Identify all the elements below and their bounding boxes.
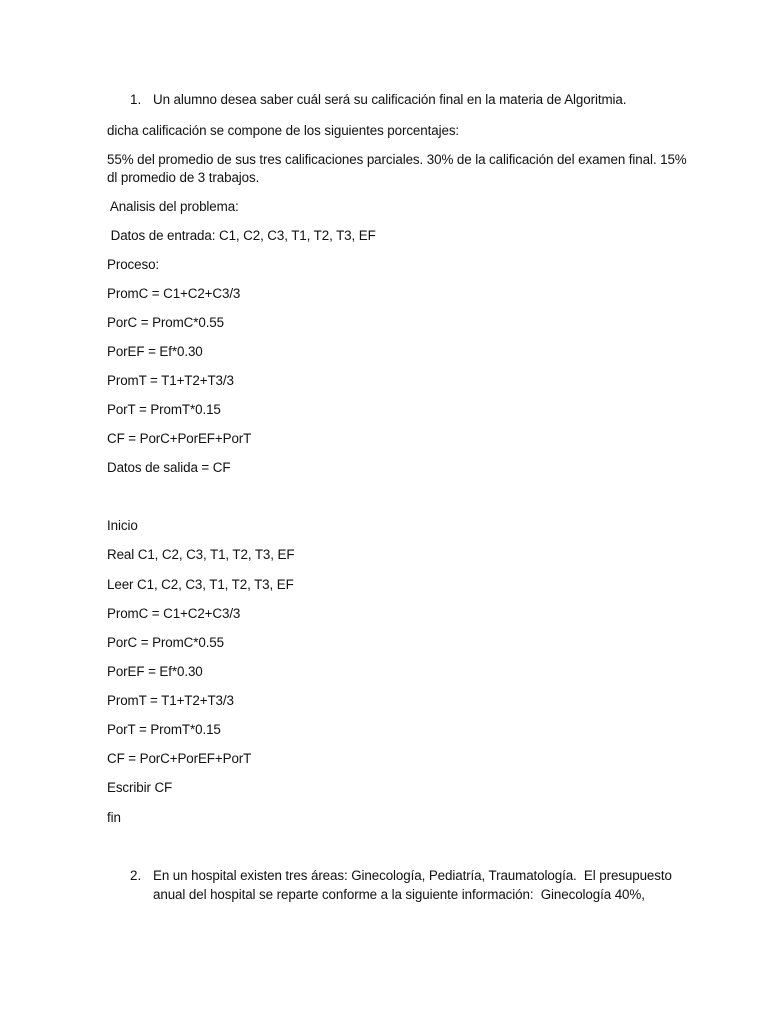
algorithm-start: Inicio bbox=[107, 518, 138, 533]
percentages-line-1: 55% del promedio de sus tres calificaciones parciales. 30% de la calificación del examen final. 15% bbox=[107, 152, 687, 167]
algorithm-declare: Real C1, C2, C3, T1, T2, T3, EF bbox=[107, 547, 295, 562]
algorithm-write: Escribir CF bbox=[107, 780, 173, 795]
input-data: Datos de entrada: C1, C2, C3, T1, T2, T3, EF bbox=[107, 228, 376, 243]
output-data: Datos de salida = CF bbox=[107, 460, 231, 475]
algorithm-end: fin bbox=[107, 810, 121, 825]
algorithm-step: PorC = PromC*0.55 bbox=[107, 635, 225, 650]
list-number-2: 2. bbox=[130, 868, 142, 883]
analysis-step: PorC = PromC*0.55 bbox=[107, 315, 225, 330]
algorithm-step: CF = PorC+PorEF+PorT bbox=[107, 751, 252, 766]
list-number-1: 1. bbox=[130, 92, 142, 107]
analysis-step: PromT = T1+T2+T3/3 bbox=[107, 373, 234, 388]
analysis-title: Analisis del problema: bbox=[107, 199, 239, 214]
intro-text: dicha calificación se compone de los siguientes porcentajes: bbox=[107, 123, 460, 138]
problem-2-line-2: anual del hospital se reparte conforme a la siguiente información: Ginecología 40%, bbox=[153, 887, 645, 902]
algorithm-read: Leer C1, C2, C3, T1, T2, T3, EF bbox=[107, 577, 294, 592]
analysis-step: CF = PorC+PorEF+PorT bbox=[107, 431, 252, 446]
algorithm-step: PromT = T1+T2+T3/3 bbox=[107, 693, 234, 708]
process-label: Proceso: bbox=[107, 257, 160, 272]
analysis-step: PorT = PromT*0.15 bbox=[107, 402, 221, 417]
algorithm-step: PorEF = Ef*0.30 bbox=[107, 664, 203, 679]
algorithm-step: PromC = C1+C2+C3/3 bbox=[107, 606, 241, 621]
analysis-step: PorEF = Ef*0.30 bbox=[107, 344, 203, 359]
problem-1-statement: Un alumno desea saber cuál será su calificación final en la materia de Algoritmia. bbox=[153, 92, 627, 107]
problem-2-line-1: En un hospital existen tres áreas: Ginecología, Pediatría, Traumatología. El presupuesto bbox=[153, 868, 672, 883]
algorithm-step: PorT = PromT*0.15 bbox=[107, 722, 221, 737]
percentages-line-2: dl promedio de 3 trabajos. bbox=[107, 170, 260, 185]
analysis-step: PromC = C1+C2+C3/3 bbox=[107, 286, 241, 301]
